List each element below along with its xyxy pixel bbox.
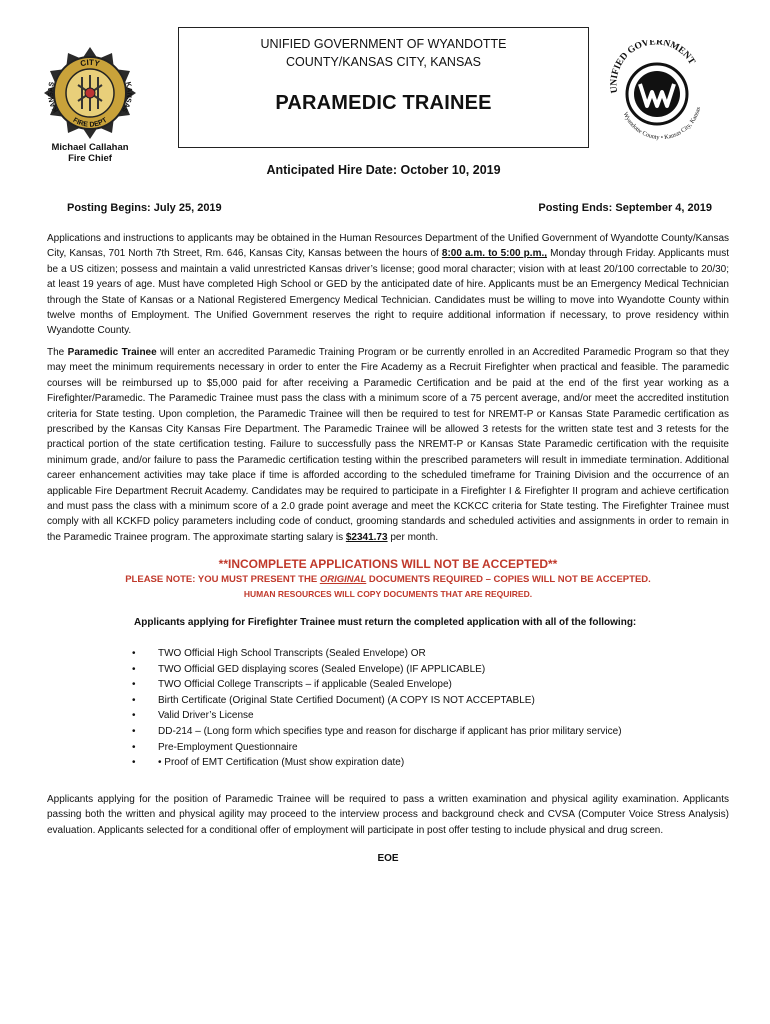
para1-text-b: Monday through Friday. Applicants must be a US citizen; possess and maintain a valid unrestricted Kansas driver’s license; good moral character; vision with at least 20/100 correctable to 20/30; at least 19 years of age. Must have completed High School or GED by the anticipated date of hire. Applicants must be an Emergency Medical Technician through the State of Kansas or a National Registered Emergency Medical Technician. Candidates must be willing to move into Wyandotte County within twelve months of Employment. The Unified Government reserves the right to require additional information if necessary, to prove residency within Wyandotte County. bbox=[47, 248, 729, 337]
badge-right-text: KANSAS bbox=[120, 81, 133, 114]
hr-copy-notice: HUMAN RESOURCES WILL COPY DOCUMENTS THAT ARE REQUIRED. bbox=[243, 589, 533, 599]
examination-paragraph: Applicants applying for the position of Paramedic Trainee will be required to pass a written examination and physical agility examination. Applicants passing both the written and physical agility may proceed to the interview process and background check and CVSA (Computer Voice Stress Analysis) evaluation. Applicants selected for a conditional offer of employment will participate in post offer testing to include physical and drug screen. bbox=[47, 794, 729, 836]
bullet-icon: • bbox=[132, 710, 136, 722]
requirement-text: Birth Certificate (Original State Certified Document) (A COPY IS NOT ACCEPTABLE) bbox=[158, 694, 535, 706]
badge-top-text: CITY bbox=[79, 57, 101, 69]
list-item bbox=[130, 708, 622, 724]
requirement-text: TWO Official GED displaying scores (Sealed Envelope) (IF APPLICABLE) bbox=[158, 663, 486, 675]
badge-bottom-text: FIRE DEPT bbox=[71, 116, 109, 129]
posting-ends: Posting Ends: September 4, 2019 bbox=[538, 202, 712, 214]
starting-salary: $2341.73 bbox=[345, 531, 388, 543]
bullet-icon: • bbox=[132, 741, 136, 753]
bullet-icon: • bbox=[132, 694, 136, 706]
requirement-text: TWO Official College Transcripts – if applicable (Sealed Envelope) bbox=[158, 679, 452, 691]
requirements-list bbox=[130, 646, 622, 771]
incomplete-applications-notice: **INCOMPLETE APPLICATIONS WILL NOT BE ACCEPTED** bbox=[218, 557, 558, 571]
note1-text-b: DOCUMENTS REQUIRED – COPIES WILL NOT BE ACCEPTED. bbox=[366, 574, 651, 585]
badge-left-text: KANSAS bbox=[47, 81, 60, 114]
fire-chief-name: Michael Callahan bbox=[51, 142, 129, 153]
requirement-text: Valid Driver’s License bbox=[158, 710, 254, 722]
list-item bbox=[130, 677, 622, 693]
original-documents-notice bbox=[47, 574, 729, 585]
list-item bbox=[130, 662, 622, 678]
bullet-icon: • bbox=[132, 648, 136, 659]
seal-arc-text: UNIFIED GOVERNMENT bbox=[609, 40, 697, 94]
bullet-icon: • bbox=[132, 663, 136, 675]
note1-original: ORIGINAL bbox=[319, 574, 367, 585]
para2-text-intro: The bbox=[47, 347, 68, 358]
list-item bbox=[130, 646, 622, 662]
note1-text-a: PLEASE NOTE: YOU MUST PRESENT THE bbox=[125, 574, 320, 585]
requirement-text: • Proof of EMT Certification (Must show expiration date) bbox=[158, 757, 405, 769]
seal-arc-lower-text: Wyandotte County • Kansas City, Kansas bbox=[621, 106, 703, 142]
list-item bbox=[130, 755, 622, 771]
bullet-icon: • bbox=[132, 757, 136, 769]
svg-text:CITY bbox=[79, 58, 101, 69]
organization-name-line1: UNIFIED GOVERNMENT OF WYANDOTTE bbox=[260, 37, 507, 51]
list-item bbox=[130, 740, 622, 756]
para2-text-b: per month. bbox=[387, 531, 439, 543]
equal-opportunity-employer: EOE bbox=[377, 853, 399, 864]
role-name: Paramedic Trainee bbox=[67, 347, 157, 358]
office-hours: 8:00 a.m. to 5:00 p.m., bbox=[441, 248, 548, 260]
requirement-text: Pre-Employment Questionnaire bbox=[158, 741, 298, 753]
list-item bbox=[130, 693, 622, 709]
requirements-heading: Applicants applying for Firefighter Trainee must return the completed application with all of the following: bbox=[134, 617, 637, 628]
organization-name-line2: COUNTY/KANSAS CITY, KANSAS bbox=[286, 55, 481, 69]
job-title: PARAMEDIC TRAINEE bbox=[275, 92, 492, 114]
para1-text-a: Applications and instructions to applicants may be obtained in the Human Resources Department of the Unified Government of Wyandotte County/Kansas City, Kansas, 701 North 7th Street, Rm. 646, Kansas City, Kansas between the hours of bbox=[47, 233, 729, 260]
bullet-icon: • bbox=[132, 725, 136, 737]
fire-department-badge bbox=[42, 45, 138, 141]
posting-begins: Posting Begins: July 25, 2019 bbox=[67, 202, 222, 214]
list-item bbox=[130, 724, 622, 740]
trainee-description-paragraph bbox=[47, 345, 729, 545]
fire-chief-title: Fire Chief bbox=[68, 153, 112, 164]
para2-text-a: will enter an accredited Paramedic Training Program or be currently enrolled in an Accredited Paramedic Program so that they may meet the minimum requirements necessary in order to enter the Fire Academy as a Recruit Firefighter when practical and feasible. The paramedic courses will be reimbursed up to $5,000 paid for after receiving a Paramedic Certification and be paid at the end of the first year working as a Firefighter/Paramedic. The Paramedic Trainee must pass the class with a minimum score of a 75 percent average, and/or meet the accredited institution criteria for State testing. Upon completion, the Paramedic Trainee will then be required to test for NREMT-P or Kansas State Paramedic certification as prescribed by the Kansas City Kansas Fire Department. The Paramedic Trainee will be allowed 3 retests for the written state test and 3 retests for the practical portion of the state certification testing. Failure to successfully pass the NREMT-P or Kansas State Paramedic certification with the requisite minimum grade, and/or failure to pass the Paramedic certification testing within the prescribed parameters will result in immediate termination. Additional career enhancement activities may take place if time is afforded according to the scheduled timeframe for Training Division and the occurrence of an applicable Fire Department Recruit Academy. Candidates may be required to participate in a Firefighter I & Firefighter II program and achieve certification and must pass the class with a minimum score of a 2.0 grade point average and meet the KCKCC criteria for State testing. The Firefighter Trainee must comply with all KCKFD policy parameters including code of conduct, grooming standards and scheduled activities and assignments in order to remain in the Paramedic Trainee program. The approximate starting salary is bbox=[47, 347, 730, 543]
application-instructions-paragraph bbox=[47, 231, 729, 339]
bullet-icon: • bbox=[132, 679, 136, 691]
anticipated-hire-date: Anticipated Hire Date: October 10, 2019 bbox=[266, 163, 501, 177]
unified-government-seal bbox=[605, 40, 710, 145]
requirement-text: TWO Official High School Transcripts (Sealed Envelope) OR bbox=[158, 648, 426, 659]
requirement-text: DD-214 – (Long form which specifies type and reason for discharge if applicant has prior military service) bbox=[158, 725, 622, 737]
